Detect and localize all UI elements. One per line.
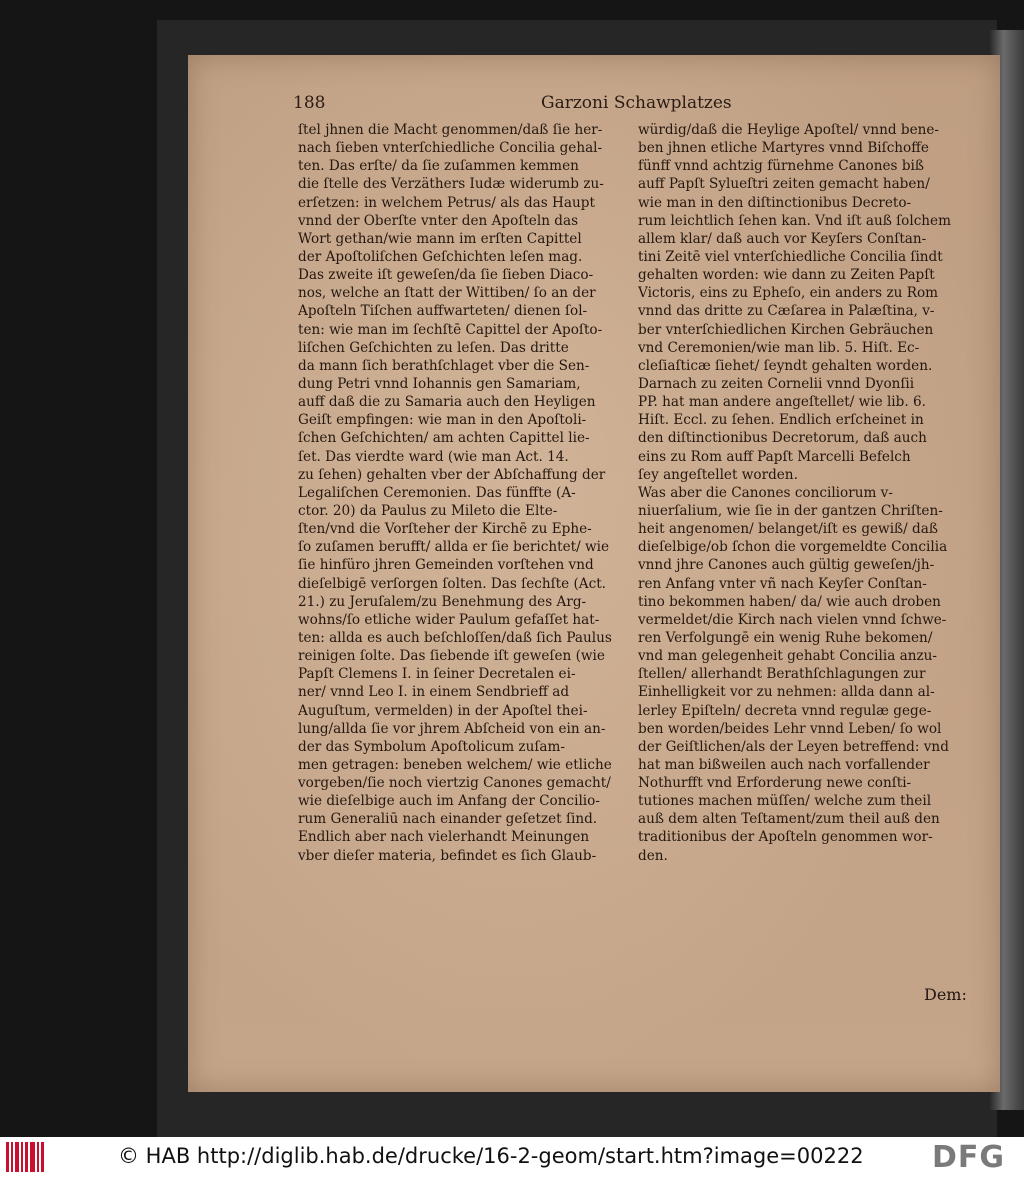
text-line: vber dieſer materia, befindet es ſich Glaub-: [298, 847, 597, 864]
text-line: cleſiaſticæ ſiehet/ ſeyndt gehalten worden.: [638, 357, 933, 374]
text-line: wie dieſelbige auch im Anfang der Concilio-: [298, 793, 600, 810]
text-line: ten: wie man im ſechſtē Capittel der Apoſto-: [298, 321, 603, 338]
page-header: [293, 93, 873, 119]
text-line: Papſt Clemens I. in ſeiner Decretalen ei-: [298, 666, 576, 683]
text-line: zu ſehen) gehalten vber der Abſchaffung der: [298, 466, 606, 483]
hab-barcode-icon: [6, 1142, 46, 1172]
text-line: vnnd jhre Canones auch gültig geweſen/jh-: [638, 557, 935, 574]
text-line: ner/ vnnd Leo I. in einem Sendbrieff ad: [298, 684, 570, 701]
text-line: vnnd das dritte zu Cæſarea in Palæſtina, v-: [638, 303, 935, 320]
text-line: vermeldet/die Kirch nach vielen vnnd ſchwe-: [638, 611, 947, 628]
text-line: nos, welche an ſtatt der Wittiben/ ſo an der: [298, 285, 596, 302]
text-line: liſchen Geſchichten zu leſen. Das dritte: [298, 339, 569, 356]
text-line: men getragen: beneben welchem/ wie etliche: [298, 756, 612, 773]
text-line: ſchen Geſchichten/ am achten Capittel lie-: [298, 430, 590, 447]
text-line: tino bekommen haben/ da/ wie auch droben: [638, 593, 941, 610]
footer-bar: [0, 1137, 1024, 1177]
text-line: ber vnterſchiedlichen Kirchen Gebräuchen: [638, 321, 934, 338]
text-line: niuerſalium, wie ſie in der gantzen Chriſten-: [638, 502, 943, 519]
text-line: ſtellen/ allerhandt Berathſchlagungen zur: [638, 666, 926, 683]
text-line: Einhelligkeit vor zu nehmen: allda dann al-: [638, 684, 935, 701]
copyright-url[interactable]: © HAB http://diglib.hab.de/drucke/16-2-geom/start.htm?image=00222: [118, 1144, 864, 1168]
text-line: da mann ſich berathſchlaget vber die Sen-: [298, 357, 590, 374]
text-line: 21.) zu Jeruſalem/zu Benehmung des Arg-: [298, 593, 587, 610]
text-line: Wort gethan/wie mann im erſten Capittel: [298, 230, 582, 247]
text-line: Victoris, eins zu Epheſo, ein anders zu Rom: [638, 285, 939, 302]
text-line: würdig/daß die Heylige Apoſtel/ vnnd bene-: [638, 122, 940, 138]
text-line: rum leichtlich ſehen kan. Vnd iſt auß ſolchem: [638, 212, 951, 229]
text-line: der Apoſtoliſchen Geſchichten leſen mag.: [298, 248, 583, 265]
text-line: Endlich aber nach vielerhandt Meinungen: [298, 829, 590, 846]
text-line: nach ſieben vnterſchiedliche Concilia gehal-: [298, 140, 603, 157]
text-line: heit angenomen/ belanget/iſt es gewiß/ daß: [638, 521, 938, 538]
right-text-column: [638, 121, 966, 865]
text-line: auff Papſt Sylueſtri zeiten gemacht haben/: [638, 176, 930, 193]
text-line: auß dem alten Teſtament/zum theil auß den: [638, 811, 940, 828]
text-line: erſetzen: in welchem Petrus/ als das Haupt: [298, 194, 595, 211]
text-line: den diſtinctionibus Decretorum, daß auch: [638, 430, 927, 447]
text-line: Nothurfft vnd Erforderung newe conſti-: [638, 775, 912, 792]
text-line: Das zweite iſt geweſen/da ſie ſieben Diaco-: [298, 267, 594, 284]
text-line: ben worden/beides Lehr vnnd Leben/ ſo wol: [638, 720, 942, 737]
text-line: den.: [638, 847, 668, 864]
text-line: dieſelbige/ob ſchon die vorgemeldte Concilia: [638, 539, 948, 556]
text-line: ten: allda es auch beſchloſſen/daß ſich Paulus: [298, 629, 612, 646]
text-line: Auguſtum, vermelden) in der Apoſtel thei-: [298, 702, 588, 719]
text-line: traditionibus der Apoſteln genommen wor-: [638, 829, 933, 846]
text-line: hat man bißweilen auch nach vorfallender: [638, 756, 930, 773]
text-line: lerley Epiſteln/ decreta vnnd regulæ gege-: [638, 702, 932, 719]
running-title: Garzoni Schawplatzes: [541, 93, 732, 113]
text-line: eins zu Rom auff Papſt Marcelli Befelch: [638, 448, 911, 465]
text-line: Hiſt. Eccl. zu ſehen. Endlich erſcheinet in: [638, 412, 924, 429]
text-line: vnd man gelegenheit gehabt Concilia anzu-: [638, 648, 937, 665]
text-line: ſtel jhnen die Macht genommen/daß ſie her-: [298, 122, 603, 138]
book-page: [188, 55, 1000, 1092]
text-line: Legaliſchen Ceremonien. Das fünffte (A-: [298, 484, 576, 501]
text-line: ten. Das erſte/ da ſie zuſammen kemmen: [298, 158, 579, 175]
text-line: reinigen ſolte. Das ſiebende iſt geweſen (wie: [298, 648, 605, 665]
text-line: ctor. 20) da Paulus zu Mileto die Elte-: [298, 502, 558, 519]
text-line: vnd Ceremonien/wie man lib. 5. Hiſt. Ec-: [638, 339, 920, 356]
text-line: ſo zuſamen berufft/ allda er ſie berichtet/ wie: [298, 539, 610, 556]
text-line: ſie hinfüro jhren Gemeinden vorſtehen vnd: [298, 557, 594, 574]
text-line: Geiſt empfingen: wie man in den Apoſtoli-: [298, 412, 587, 429]
text-line: tini Zeitē viel vnterſchiedliche Concilia ſindt: [638, 248, 943, 265]
text-line: ben jhnen etliche Martyres vnnd Biſchoffe: [638, 140, 929, 157]
text-line: fünff vnnd achtzig fürnehme Canones biß: [638, 158, 924, 175]
text-line: wohns/ſo etliche wider Paulum gefaſſet hat-: [298, 611, 600, 628]
dfg-logo: DFG: [932, 1140, 1006, 1175]
text-line: allem klar/ daß auch vor Keyſers Conſtan-: [638, 230, 927, 247]
text-line: ren Verfolgungē ein wenig Ruhe bekomen/: [638, 629, 933, 646]
page-number: 188: [293, 93, 326, 113]
text-line: rum Generaliū nach einander geſetzet ſind.: [298, 811, 598, 828]
text-line: tutiones machen müſſen/ welche zum theil: [638, 793, 932, 810]
text-line: wie man in den diſtinctionibus Decreto-: [638, 194, 912, 211]
catchword: Dem:: [924, 985, 967, 1004]
text-line: ren Anfang vnter vñ nach Keyſer Conſtan-: [638, 575, 927, 592]
text-line: vorgeben/ſie noch viertzig Canones gemacht/: [298, 775, 611, 792]
text-line: Apoſteln Tiſchen auffwarteten/ dienen ſol-: [298, 303, 588, 320]
text-line: auff daß die zu Samaria auch den Heyligen: [298, 394, 596, 411]
text-line: lung/allda ſie vor jhrem Abſcheid von ein an-: [298, 720, 606, 737]
text-line: vnnd der Oberſte vnter den Apoſteln das: [298, 212, 579, 229]
text-line: der das Symbolum Apoſtolicum zuſam-: [298, 738, 565, 755]
text-line: dieſelbigē verſorgen ſolten. Das ſechſte (Act.: [298, 575, 606, 592]
text-line: die ſtelle des Verzäthers Iudæ widerumb zu-: [298, 176, 604, 193]
text-line: gehalten worden: wie dann zu Zeiten Papſt: [638, 267, 935, 284]
text-line: ſten/vnd die Vorſteher der Kirchē zu Ephe-: [298, 521, 592, 538]
left-text-column: [298, 121, 626, 865]
text-line: der Geiſtlichen/als der Leyen betreffend: vnd: [638, 738, 949, 755]
text-line: dung Petri vnnd Iohannis gen Samariam,: [298, 375, 581, 392]
text-line: ſet. Das vierdte ward (wie man Act. 14.: [298, 448, 569, 465]
text-line: Darnach zu zeiten Cornelii vnnd Dyonſii: [638, 375, 915, 392]
text-line: ſey angeſtellet worden.: [638, 466, 798, 483]
text-line: Was aber die Canones conciliorum v-: [638, 484, 893, 501]
text-line: PP. hat man andere angeſtellet/ wie lib. 6.: [638, 394, 926, 411]
